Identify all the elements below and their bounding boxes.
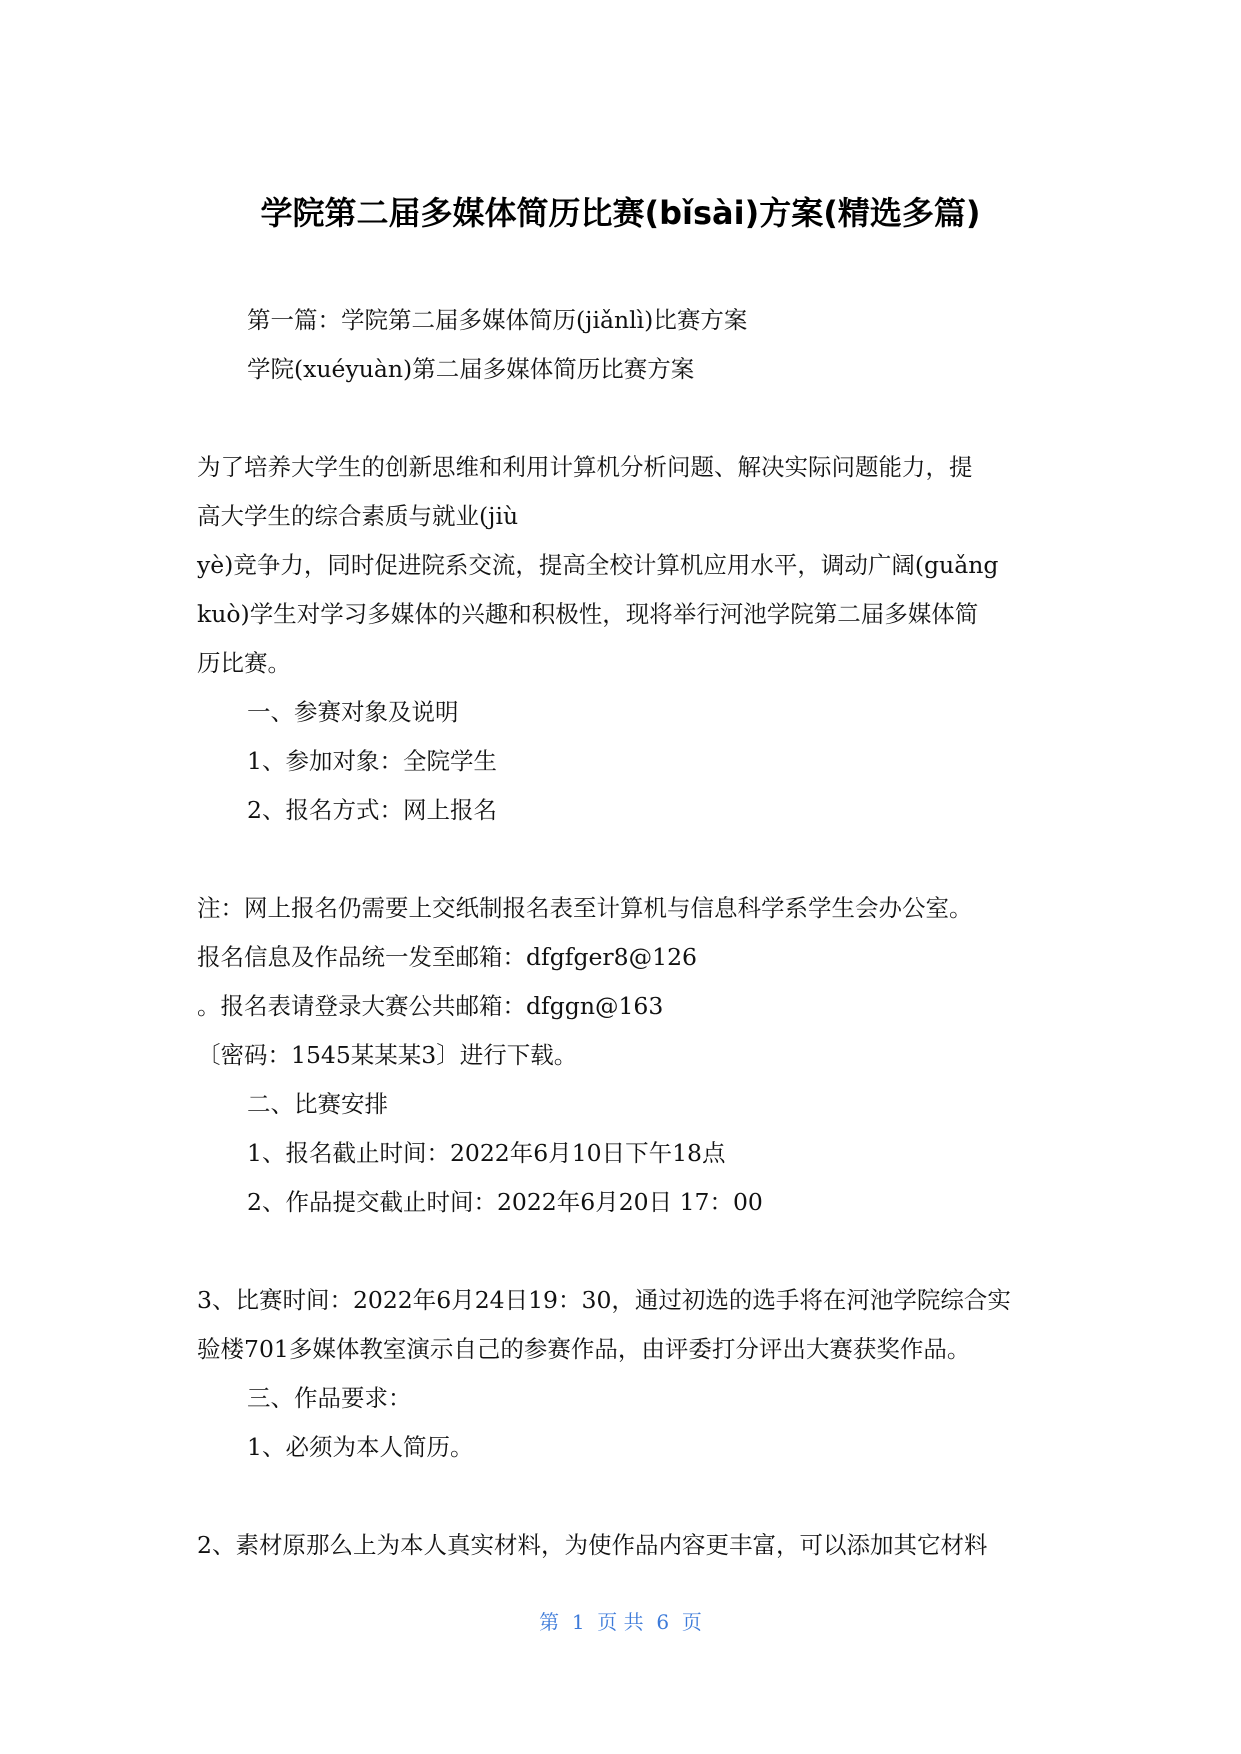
text-line: 历比赛。 bbox=[197, 649, 291, 677]
text-line: 2、作品提交截止时间：2022年6月20日 17：00 bbox=[247, 1188, 763, 1216]
text-line: 1、参加对象：全院学生 bbox=[247, 747, 497, 775]
text-line: 注：网上报名仍需要上交纸制报名表至计算机与信息科学系学生会办公室。 bbox=[197, 894, 973, 922]
text-line: 〔密码：1545某某某3〕进行下载。 bbox=[197, 1041, 578, 1069]
section-heading: 二、比赛安排 bbox=[247, 1090, 388, 1118]
document-title: 学院第二届多媒体简历比赛(bǐsài)方案(精选多篇) bbox=[260, 194, 981, 232]
text-line: 验楼701多媒体教室演示自己的参赛作品，由评委打分评出大赛获奖作品。 bbox=[197, 1335, 971, 1363]
text-line: 3、比赛时间：2022年6月24日19：30，通过初选的选手将在河池学院综合实 bbox=[197, 1286, 1011, 1314]
section-heading: 一、参赛对象及说明 bbox=[247, 698, 459, 726]
text-line: 学院(xuéyuàn)第二届多媒体简历比赛方案 bbox=[247, 355, 695, 383]
page-number-footer: 第 1 页 共 6 页 bbox=[539, 1610, 702, 1634]
section-heading: 三、作品要求： bbox=[247, 1384, 412, 1412]
text-line: 1、必须为本人简历。 bbox=[247, 1433, 474, 1461]
text-line: yè)竞争力，同时促进院系交流，提高全校计算机应用水平，调动广阔(guǎng bbox=[197, 551, 999, 579]
text-line: 报名信息及作品统一发至邮箱：dfgfger8@126 bbox=[197, 943, 697, 971]
text-line: 第一篇：学院第二届多媒体简历(jiǎnlì)比赛方案 bbox=[247, 306, 748, 334]
text-line: 2、素材原那么上为本人真实材料，为使作品内容更丰富，可以添加其它材料 bbox=[197, 1531, 988, 1559]
text-line: 为了培养大学生的创新思维和利用计算机分析问题、解决实际问题能力，提 bbox=[197, 453, 973, 481]
text-line: 2、报名方式：网上报名 bbox=[247, 796, 497, 824]
text-line: 1、报名截止时间：2022年6月10日下午18点 bbox=[247, 1139, 726, 1167]
text-line: 。报名表请登录大赛公共邮箱：dfggn@163 bbox=[197, 992, 664, 1020]
text-line: kuò)学生对学习多媒体的兴趣和积极性，现将举行河池学院第二届多媒体简 bbox=[197, 600, 979, 628]
text-line: 高大学生的综合素质与就业(jiù bbox=[197, 502, 519, 530]
